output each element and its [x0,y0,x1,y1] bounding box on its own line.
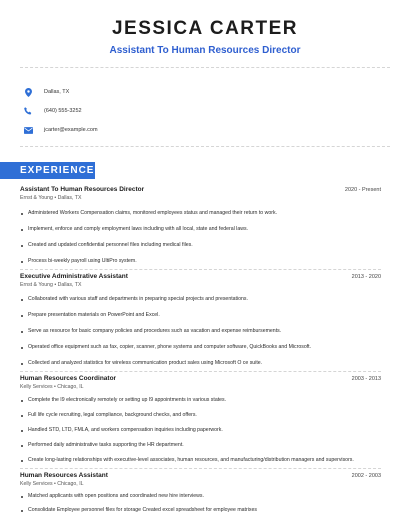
job-bullet: Administered Workers Compensation claims, monitored employees status and managed their return to work. [20,210,381,217]
candidate-name: JESSICA CARTER [111,18,299,39]
contact-phone-text: (640) 555-3252 [44,108,82,114]
experience-list [20,186,381,514]
job-entry [20,273,381,372]
job-dates: 2020 - Present [344,187,381,193]
job-bullet: Prepare presentation materials on PowerPoint and Excel. [20,312,381,319]
job-title: Human Resources Assistant [20,472,108,479]
job-bullets [20,210,381,265]
job-bullet: Matched applicants with open positions and coordinated new hire interviews. [20,493,381,500]
job-divider [20,371,381,372]
job-bullet: Performed daily administrative tasks supporting the HR department. [20,442,381,449]
job-bullet: Operated office equipment such as fax, copier, scanner, phone systems and computer software, QuickBooks and Microsoft. [20,344,381,351]
job-entry [20,472,381,514]
header-divider [20,67,390,68]
job-dates: 2013 - 2020 [351,274,381,280]
job-bullet: Full life cycle recruiting, legal compliance, background checks, and offers. [20,412,381,419]
job-company: Kelly Services • Chicago, IL [20,481,84,487]
job-bullet: Consolidate Employee personnel files for storage Created excel spreadsheet for employee matrixes [20,507,381,514]
contact-location-text: Dallas, TX [44,89,70,95]
job-company: Ernst & Young • Dallas, TX [20,282,82,288]
job-title: Assistant To Human Resources Director [20,186,145,193]
job-bullet: Implement, enforce and comply employment laws including with all local, state and federal laws. [20,226,381,233]
job-bullets [20,493,381,514]
job-title: Executive Administrative Assistant [20,273,128,280]
contact-email-text: jcarter@example.com [44,127,98,133]
job-bullets [20,397,381,464]
job-bullet: Collaborated with various staff and departments in preparing special projects and presentations. [20,296,381,303]
job-company: Ernst & Young • Dallas, TX [20,195,82,201]
candidate-title: Assistant To Human Resources Director [109,45,301,56]
job-bullets [20,296,381,367]
contact-phone [20,102,98,120]
job-entry [20,375,381,469]
resume-header [0,0,410,56]
job-divider [20,269,381,270]
job-bullet: Collected and analyzed statistics for wireless communication product sales using Microsoft O ce suite. [20,360,381,367]
job-bullet: Created and updated confidential personnel files including medical files. [20,242,381,249]
job-bullet: Process bi-weekly payroll using UltiPro system. [20,258,381,265]
experience-heading: EXPERIENCE [0,162,95,179]
contact-divider [20,146,390,147]
contact-email [20,121,98,139]
job-divider [20,468,381,469]
job-bullet: Handled STD, LTD, FMLA, and workers compensation inquiries including paperwork. [20,427,381,434]
job-title: Human Resources Coordinator [20,375,117,382]
job-entry [20,186,381,270]
job-dates: 2002 - 2003 [351,473,381,479]
job-bullet: Serve as resource for basic company policies and procedures such as vacation and expense reimbursements. [20,328,381,335]
map-pin-icon [22,86,34,98]
job-company: Kelly Services • Chicago, IL [20,384,84,390]
job-dates: 2003 - 2013 [351,376,381,382]
job-bullet: Create long-lasting relationships with executive-level associates, human resources, and manufacturing/distribution managers and supervisors. [20,457,381,464]
contact-list [20,83,98,140]
phone-icon [22,105,34,117]
envelope-icon [22,124,34,136]
contact-location [20,83,98,101]
job-bullet: Complete the I9 electronically remotely or setting up I9 appointments in various states. [20,397,381,404]
